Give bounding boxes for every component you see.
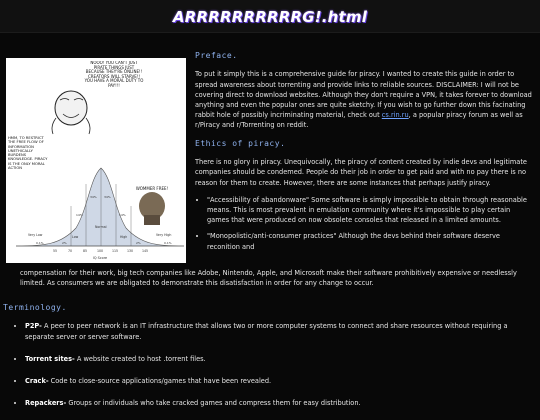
axis-tick: 100 — [97, 249, 104, 253]
band-label: Low — [72, 235, 79, 239]
terminology-heading: Terminology. — [3, 303, 67, 312]
list-item — [25, 376, 533, 386]
term-name: Crack- — [25, 377, 49, 386]
axis-tick: 70 — [68, 249, 73, 253]
list-item — [25, 354, 533, 364]
site-title: ARRRRRRRRRRG!.html — [172, 8, 368, 26]
percent-label: 2% — [136, 241, 141, 245]
list-item: • "Monopolistic/anti-consumer practices" Although the devs behind their software deserve reconition and — [207, 231, 533, 251]
ethics-bullet2-end: compensation for their work, big tech companies like Adobe, Nintendo, Apple, and Microsoft make their software prohibitively expensive or needlessly limited. As consumers we are obligated to demonstrate this disatisfaction in order for any change to occur. — [20, 269, 517, 288]
list-item — [25, 398, 533, 408]
ethics-heading: Ethics of piracy. — [195, 138, 286, 148]
axis-tick: 145 — [142, 249, 149, 253]
forum-link[interactable]: cs.rin.ru — [381, 111, 409, 120]
axis-tick: 115 — [112, 249, 119, 253]
meme-top-caption: NOOO! YOU CAN'T JUST PIRATE THINGS JUST BECAUSE THEY'RE ONLINE!! CREATORS WILL STARVE!! YOU HAVE A MORAL DUTY TO PAY!!! — [84, 61, 144, 88]
ethics-continuation — [20, 268, 532, 288]
term-desc: Groups or individuals who take cracked games and compress them for easy distribution. — [66, 399, 361, 408]
axis-label: IQ Score — [92, 256, 108, 260]
preface-paragraph: To put it simply this is a comprehensive guide for piracy. I wanted to create this guide in order to spread awareness about torrenting and provide links to reliable sources. DISCLAIMER: I will not be covering direct to download websites. Although they don't require a VPN, it takes forever to download anything and even the popular ones are quite sketchy. If you wish to go further down this facinating rabbit hole of possibly incriminating material, check out cs.rin.ru, a popular piracy forum as well as r/Piracy and r/Torrenting on reddit. — [195, 70, 532, 130]
band-label: High — [120, 235, 128, 239]
ethics-list — [195, 195, 533, 252]
term-name: Torrent sites- — [25, 354, 75, 363]
band-label: Very High — [156, 233, 172, 237]
percent-label: 0.1% — [164, 241, 172, 245]
term-name: P2P- — [25, 322, 42, 331]
preface-heading: Preface. — [195, 51, 238, 60]
list-item: • "Accessibility of abandonware" Some software is simply impossible to obtain through reasonable means. This is most prevalent in emulation community where it's impossible to play certain games that were produced on now obsolete consoles that released in a limited amounts. — [207, 195, 533, 226]
axis-tick: 130 — [127, 249, 134, 253]
term-desc: A peer to peer network is an IT infrastructure that allows two or more computer systems to connect and share resources without requiring a separate server or server software. — [25, 322, 508, 341]
meme-right-caption: WOMMER FREE! — [135, 186, 169, 191]
meme-left-caption: HMM, TO RESTRICT THE FREE FLOW OF INFORMATION UNETHICALLY BURDENS KNOWLEDGE. PIRACY IS THE ONLY MORAL ACTION — [8, 136, 48, 170]
terminology-list — [3, 321, 533, 408]
term-desc: A website created to host .torrent files. — [74, 354, 206, 363]
axis-tick: 55 — [53, 249, 58, 253]
right-column — [195, 50, 533, 258]
percent-label: 14% — [76, 213, 83, 217]
percent-label: 0.1% — [36, 241, 44, 245]
meme-illustration — [6, 58, 186, 263]
band-label: Very Low — [28, 233, 43, 237]
terminology-section — [3, 302, 533, 420]
ethics-intro: There is no glory in piracy. Unequivocally, the piracy of content created by indie devs and legitimate companies should be condemed. People do their job in order to get paid and with no pay there is no reason for them to create. However, there are some instances that perhaps justify piracy. — [195, 158, 527, 187]
percent-label: 34% — [90, 195, 97, 199]
term-desc: Code to close-source applications/games that have been revealed. — [48, 377, 272, 386]
axis-tick: 85 — [83, 249, 88, 253]
band-label: Normal — [95, 225, 107, 229]
percent-label: 2% — [62, 241, 67, 245]
percent-label: 14% — [119, 213, 126, 217]
site-banner — [0, 0, 540, 33]
list-item — [25, 321, 533, 341]
percent-label: 34% — [104, 195, 111, 199]
iq-bell-curve-meme — [6, 58, 186, 263]
term-name: Repackers- — [25, 399, 67, 408]
